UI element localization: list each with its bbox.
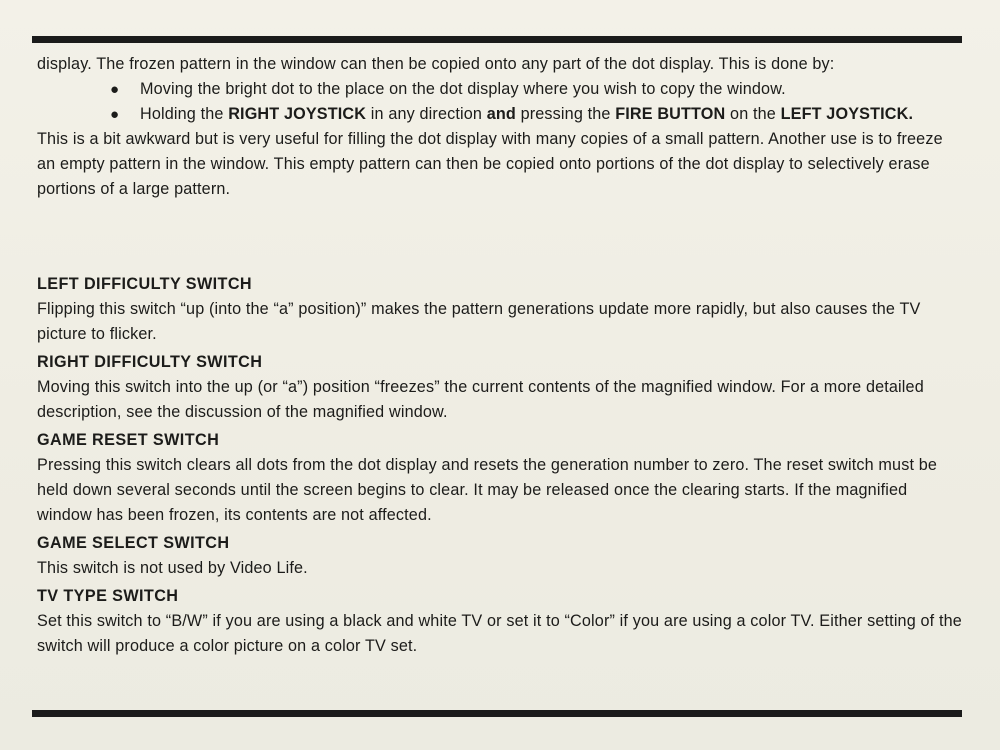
list-item bbox=[110, 102, 965, 127]
emphasis-left-joystick: LEFT JOYSTICK. bbox=[780, 105, 914, 123]
text-segment: pressing the bbox=[515, 105, 616, 123]
bullet-icon: ● bbox=[110, 81, 120, 98]
text-segment: in any direction bbox=[366, 105, 487, 123]
emphasis-fire-button: FIRE BUTTON bbox=[615, 105, 726, 123]
section-heading: GAME SELECT SWITCH bbox=[37, 534, 230, 552]
section-body: Pressing this switch clears all dots from the dot display and resets the generation number to zero. The reset switch must be held down several seconds until the screen begins to clear. It may be released once the clearing starts. If the magnified window has been frozen, its contents are not affected. bbox=[37, 456, 938, 524]
body-paragraph: This is a bit awkward but is very useful for filling the dot display with many copies of a small pattern. Another use is to freeze an empty pattern in the window. This empty pattern can then be copied onto portions of the dot display to selectively erase portions of a large pattern. bbox=[37, 130, 943, 198]
section-body: Flipping this switch “up (into the “a” position)” makes the pattern generations update more rapidly, but also causes the TV picture to flicker. bbox=[37, 300, 921, 343]
text-segment: on the bbox=[725, 105, 781, 123]
bullet-text bbox=[140, 105, 913, 123]
section-left-difficulty bbox=[37, 272, 965, 347]
section-body: Moving this switch into the up (or “a”) position “freezes” the current contents of the magnified window. For a more detailed description, see the discussion of the magnified window. bbox=[37, 378, 924, 421]
section-right-difficulty bbox=[37, 350, 965, 425]
emphasis-right-joystick: RIGHT JOYSTICK bbox=[228, 105, 367, 123]
text-segment: Holding the bbox=[140, 105, 229, 123]
section-heading: TV TYPE SWITCH bbox=[37, 587, 179, 605]
top-rule bbox=[32, 36, 962, 43]
section-body: Set this switch to “B/W” if you are using a black and white TV or set it to “Color” if you are using a color TV. Either setting of the switch will produce a color picture on a color TV set. bbox=[37, 612, 962, 655]
spacer bbox=[37, 202, 965, 272]
section-tv-type bbox=[37, 584, 965, 659]
bottom-rule bbox=[32, 710, 962, 717]
intro-paragraph: display. The frozen pattern in the window can then be copied onto any part of the dot display. This is done by: bbox=[37, 55, 835, 73]
section-heading: RIGHT DIFFICULTY SWITCH bbox=[37, 353, 263, 371]
list-item bbox=[110, 77, 965, 102]
section-body: This switch is not used by Video Life. bbox=[37, 559, 308, 577]
section-game-select bbox=[37, 531, 965, 581]
section-heading: LEFT DIFFICULTY SWITCH bbox=[37, 275, 253, 293]
instruction-list bbox=[37, 77, 965, 127]
emphasis-and: and bbox=[486, 105, 516, 123]
bullet-text: Moving the bright dot to the place on the dot display where you wish to copy the window. bbox=[140, 80, 786, 98]
bullet-icon: ● bbox=[110, 106, 120, 123]
section-heading: GAME RESET SWITCH bbox=[37, 431, 220, 449]
section-game-reset bbox=[37, 428, 965, 528]
page-content bbox=[37, 52, 965, 662]
